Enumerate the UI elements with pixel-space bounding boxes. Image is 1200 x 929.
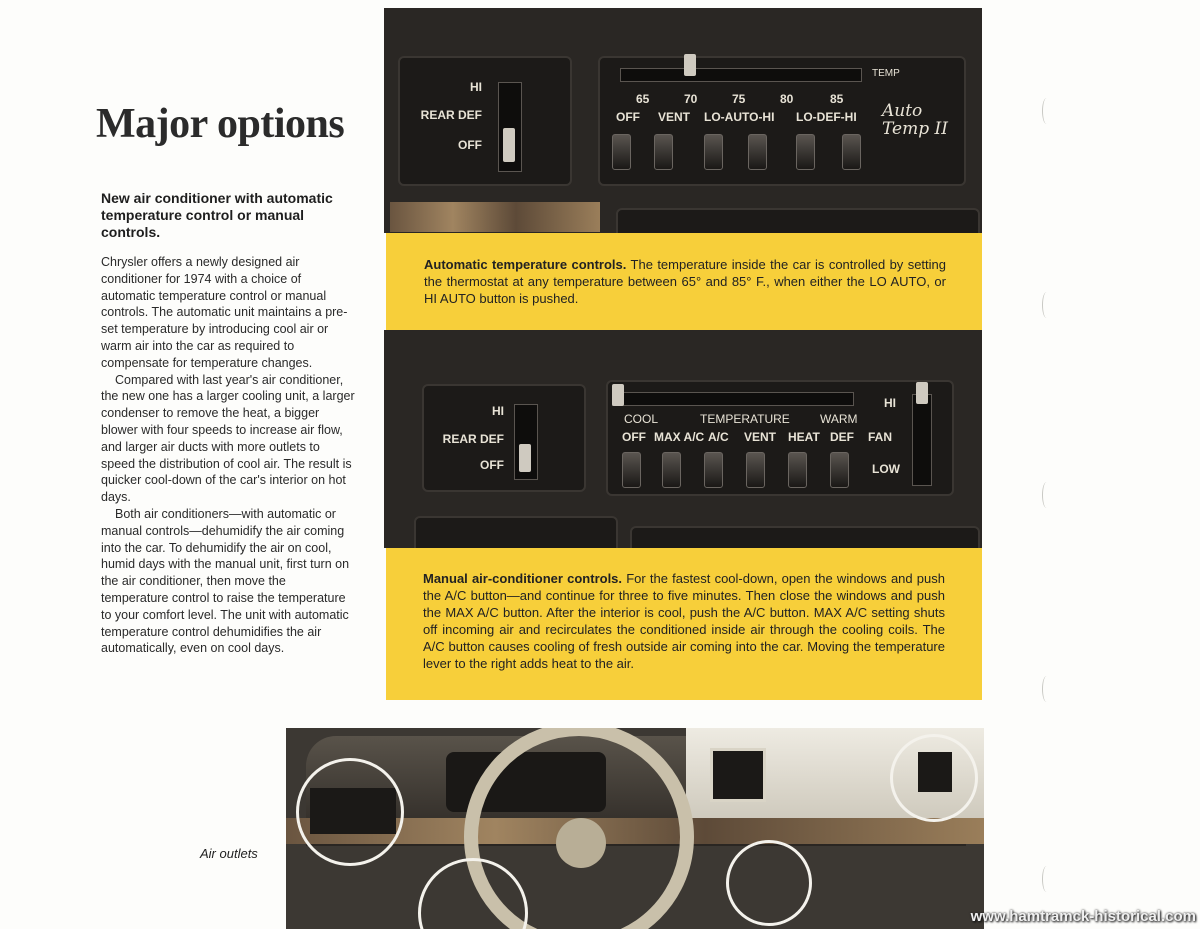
auto-caption — [424, 256, 946, 307]
fan-low-label: LOW — [872, 462, 900, 476]
label-lo-def-hi: LO-DEF-HI — [796, 110, 857, 124]
manual-slider-knob — [612, 384, 624, 406]
temp-slider-knob — [684, 54, 696, 76]
label-vent: VENT — [658, 110, 691, 124]
lo-auto-button — [704, 134, 723, 170]
manual-caption — [423, 570, 945, 672]
temp-label: TEMP — [872, 68, 900, 79]
fan-hi-label: HI — [884, 396, 896, 410]
scale-cool: COOL — [624, 412, 659, 426]
lower-panel — [616, 208, 980, 233]
max-ac-button — [662, 452, 681, 488]
steering-hub — [556, 818, 606, 868]
manual-off-button — [622, 452, 641, 488]
manual-slider-track — [612, 392, 854, 406]
binder-hole — [1042, 676, 1051, 702]
label-ac: A/C — [708, 430, 729, 444]
vent-button — [746, 452, 765, 488]
hi-def-button — [842, 134, 861, 170]
temp-80: 80 — [780, 92, 794, 106]
watermark: www.hamtramck-historical.com — [970, 908, 1196, 925]
center-right-vent — [710, 748, 766, 802]
manual-rear-defrost-panel — [422, 384, 586, 492]
vent-button — [654, 134, 673, 170]
off-button — [612, 134, 631, 170]
lo-def-button — [796, 134, 815, 170]
auto-caption-box — [386, 233, 982, 330]
binder-hole — [1042, 98, 1051, 124]
heat-button — [788, 452, 807, 488]
manual-rear-def: REAR DEF — [442, 432, 504, 446]
rear-defrost-panel — [398, 56, 572, 186]
temp-70: 70 — [684, 92, 698, 106]
paragraph-3: Both air conditioners—with automatic or manual controls—dehumidify the air coming into the car. To dehumidify the air on cool, humid days with the manual unit, first turn on the air conditioner, then move the temperature control to raise the temperature to your comfort level. The unit with automatic temperature control dehumidifies the air automatically, even on cool days. — [101, 506, 350, 656]
manual-lower-left — [414, 516, 618, 548]
temp-65: 65 — [636, 92, 650, 106]
label-def: DEF — [830, 430, 854, 444]
manual-rear-hi: HI — [492, 404, 504, 418]
auto-caption-text: The temperature inside the car is controlled by setting the thermostat at any temperature between 65° and 85° F., when either the LO AUTO, or HI AUTO button is pushed. — [424, 257, 946, 306]
scale-warm: WARM — [820, 412, 858, 426]
manual-rear-off: OFF — [480, 458, 504, 472]
binder-hole — [1042, 292, 1051, 318]
scale-temperature: TEMPERATURE — [700, 412, 790, 426]
air-outlets-caption: Air outlets — [200, 846, 258, 861]
paragraph-2: Compared with last year's air conditioner, the new one has a larger cooling unit, a larger condenser to remove the heat, a bigger blower with four speeds to increase air flow, and larger air ducts with more outlets to speed the distribution of cool air. The result is quicker cool-down of the car's interior on hot days. — [101, 372, 355, 505]
binder-hole — [1042, 482, 1051, 508]
dashboard-photo — [286, 728, 984, 929]
manual-temp-panel — [606, 380, 954, 496]
temp-85: 85 — [830, 92, 844, 106]
outlet-circle-center — [726, 840, 812, 926]
fan-slider-track — [912, 394, 932, 486]
temp-75: 75 — [732, 92, 746, 106]
manual-caption-box — [386, 548, 982, 700]
rear-switch-rear-def: REAR DEF — [420, 108, 482, 122]
fan-slider-knob — [916, 382, 928, 404]
rear-switch-hi: HI — [470, 80, 482, 94]
paragraph-1: Chrysler offers a newly designed air conditioner for 1974 with a choice of automatic temperature control or manual controls. The automatic unit maintains a pre-set temperature by introducing cool air or warm air into the car as required to compensate for temperature changes. — [101, 255, 348, 370]
fan-label: FAN — [868, 430, 892, 444]
page-title: Major options — [96, 101, 345, 147]
wood-trim — [390, 202, 600, 232]
manual-lower-right — [630, 526, 980, 548]
label-vent: VENT — [744, 430, 777, 444]
section-subhead: New air conditioner with automatic temperature control or manual controls. — [101, 190, 333, 240]
label-manual-off: OFF — [622, 430, 646, 444]
temp-slider-track — [620, 68, 862, 82]
rear-switch-lever — [503, 128, 515, 162]
binder-hole — [1042, 866, 1051, 892]
label-off: OFF — [616, 110, 640, 124]
manual-rear-lever — [519, 444, 531, 472]
auto-temp-panel — [598, 56, 966, 186]
def-button — [830, 452, 849, 488]
outlet-circle-left — [296, 758, 404, 866]
auto-temp-logo: Auto Temp II — [882, 101, 948, 139]
label-max-ac: MAX A/C — [654, 430, 705, 444]
manual-caption-text: For the fastest cool-down, open the windows and push the A/C button—and continue for three to five minutes. Then close the windows and push the MAX A/C button. After the interior is cool, push the A/C button. MAX A/C setting shuts off incoming air and recirculates the conditioned inside air through the cooling coils. The A/C button causes cooling of fresh outside air coming into the car. Moving the temperature lever to the right adds heat to the air. — [423, 571, 945, 671]
hi-auto-button — [748, 134, 767, 170]
ac-button — [704, 452, 723, 488]
outlet-circle-right — [890, 734, 978, 822]
rear-switch-off: OFF — [458, 138, 482, 152]
manual-caption-heading: Manual air-conditioner controls. — [423, 571, 623, 586]
body-text — [101, 254, 356, 657]
auto-caption-heading: Automatic temperature controls. — [424, 257, 627, 272]
label-heat: HEAT — [788, 430, 820, 444]
label-lo-auto-hi: LO-AUTO-HI — [704, 110, 775, 124]
manual-controls-photo — [384, 330, 982, 548]
auto-controls-photo — [384, 8, 982, 233]
